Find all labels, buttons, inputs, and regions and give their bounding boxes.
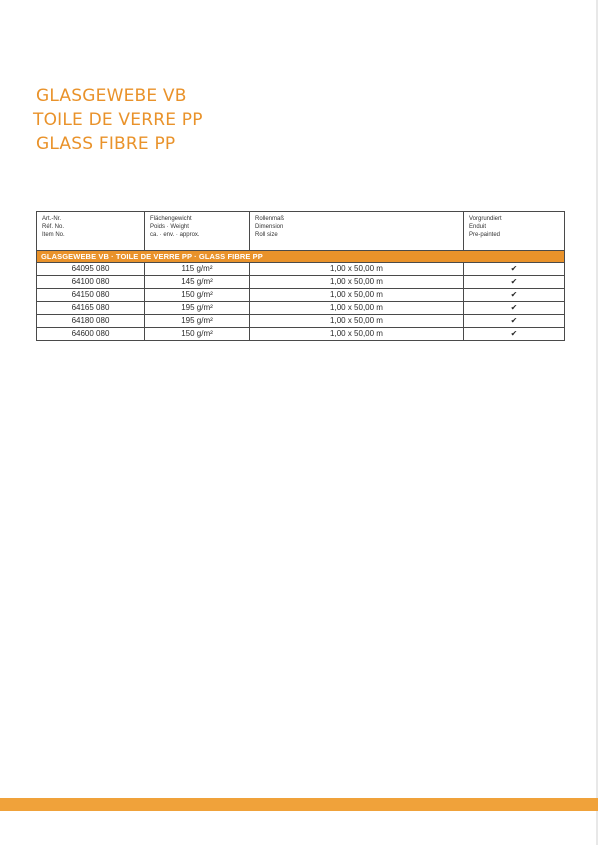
- table-row: [37, 315, 565, 328]
- table-row: [37, 263, 565, 276]
- cell-weight: 195 g/m²: [145, 315, 250, 328]
- cell-weight: 145 g/m²: [145, 276, 250, 289]
- table-row: [37, 302, 565, 315]
- header-pre-painted: Vorgrundiert Enduit Pre-painted: [464, 212, 565, 251]
- cell-roll-size: 1,00 x 50,00 m: [250, 263, 464, 276]
- cell-item-no: 64100 080: [37, 276, 145, 289]
- cell-weight: 195 g/m²: [145, 302, 250, 315]
- table-row: [37, 276, 565, 289]
- cell-item-no: 64600 080: [37, 328, 145, 341]
- table-row: [37, 328, 565, 341]
- table-header-row: [37, 212, 565, 251]
- section-header-row: [37, 251, 565, 263]
- check-icon: ✔: [464, 315, 565, 328]
- title-english: GLASS FIBRE PP: [36, 134, 176, 154]
- cell-weight: 150 g/m²: [145, 289, 250, 302]
- check-icon: ✔: [464, 289, 565, 302]
- title-french: TOILE DE VERRE PP: [33, 110, 203, 130]
- check-icon: ✔: [464, 302, 565, 315]
- check-icon: ✔: [464, 276, 565, 289]
- cell-item-no: 64165 080: [37, 302, 145, 315]
- title-german: GLASGEWEBE VB: [36, 86, 187, 106]
- header-item-no: Art.-Nr. Réf. No. Item No.: [37, 212, 145, 251]
- cell-roll-size: 1,00 x 50,00 m: [250, 315, 464, 328]
- cell-roll-size: 1,00 x 50,00 m: [250, 328, 464, 341]
- check-icon: ✔: [464, 328, 565, 341]
- footer-band: [0, 798, 598, 811]
- header-weight: Flächengewicht Poids · Weight ca. · env. · approx.: [145, 212, 250, 251]
- cell-item-no: 64095 080: [37, 263, 145, 276]
- cell-item-no: 64150 080: [37, 289, 145, 302]
- cell-item-no: 64180 080: [37, 315, 145, 328]
- cell-weight: 115 g/m²: [145, 263, 250, 276]
- product-spec-table: [36, 211, 565, 341]
- cell-roll-size: 1,00 x 50,00 m: [250, 289, 464, 302]
- cell-weight: 150 g/m²: [145, 328, 250, 341]
- header-roll-size: Rollenmaß Dimension Roll size: [250, 212, 464, 251]
- product-titles: [33, 84, 203, 156]
- cell-roll-size: 1,00 x 50,00 m: [250, 276, 464, 289]
- cell-roll-size: 1,00 x 50,00 m: [250, 302, 464, 315]
- check-icon: ✔: [464, 263, 565, 276]
- section-label: GLASGEWEBE VB · TOILE DE VERRE PP · GLASS FIBRE PP: [37, 251, 565, 263]
- table-row: [37, 289, 565, 302]
